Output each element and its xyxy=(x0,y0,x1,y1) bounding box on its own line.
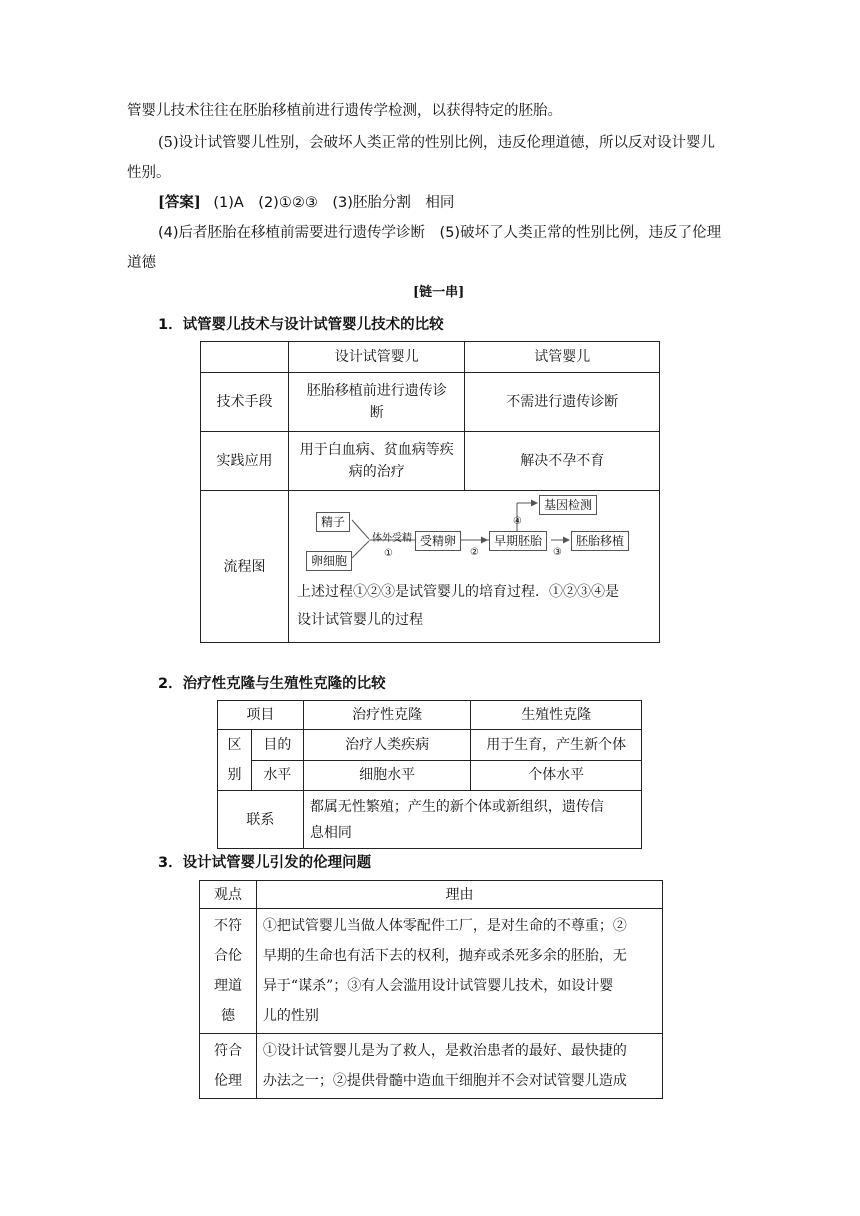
row-label-application: 实践应用 xyxy=(201,432,289,491)
cell-line: 早期的生命也有活下去的权利，抛弃或杀死多余的胚胎，无 xyxy=(262,948,627,964)
cell-line: 德 xyxy=(220,1008,235,1024)
cell-line: 区 xyxy=(227,737,242,753)
cell-line: 病的治疗 xyxy=(348,464,405,480)
reason-for xyxy=(256,1034,662,1099)
table-cell: 用于生育，产生新个体 xyxy=(471,730,642,761)
flow-zygote: 受精卵 xyxy=(415,531,461,551)
flowchart-cell xyxy=(289,491,660,643)
cell-line: 异于“谋杀”；③有人会滥用设计试管婴儿技术，如设计婴 xyxy=(262,978,614,994)
col-header-designer-ivf: 设计试管婴儿 xyxy=(289,342,465,373)
flow-step-3: ③ xyxy=(553,547,562,558)
row-label-level: 水平 xyxy=(251,760,303,791)
table-cell: 治疗人类疾病 xyxy=(303,730,471,761)
view-for xyxy=(200,1034,257,1099)
table-row xyxy=(218,730,642,761)
intro-line-2: (5)设计试管婴儿性别，会破坏人类正常的性别比例，违反伦理道德，所以反对设计婴儿 xyxy=(158,135,716,151)
table-row xyxy=(200,909,663,1034)
row-label-flowchart: 流程图 xyxy=(201,491,289,643)
cell-line: 理道 xyxy=(213,978,242,994)
view-against xyxy=(200,909,257,1034)
table-cell xyxy=(303,791,641,849)
section-tag: [链一串] xyxy=(413,285,465,300)
table-row xyxy=(200,1034,663,1099)
table-row xyxy=(201,432,660,491)
caption-line: 设计试管婴儿的过程 xyxy=(297,612,423,628)
col-header-therapeutic: 治疗性克隆 xyxy=(303,701,471,730)
table-cell xyxy=(289,373,465,432)
cell-line: 都属无性繁殖；产生的新个体或新组织，遗传信 xyxy=(309,798,604,815)
table-cell xyxy=(201,342,289,373)
sperm-connector xyxy=(352,520,369,539)
table-row xyxy=(218,791,642,849)
row-label-method: 技术手段 xyxy=(201,373,289,432)
cell-line: 息相同 xyxy=(309,824,352,841)
flow-step-4: ④ xyxy=(513,516,522,527)
col-header-ivf: 试管婴儿 xyxy=(465,342,660,373)
flow-embryo-transfer: 胚胎移植 xyxy=(571,531,629,551)
ethics-table xyxy=(199,880,663,1099)
answer-label: [答案] xyxy=(158,194,201,211)
flow-sperm: 精子 xyxy=(316,512,350,532)
table-cell xyxy=(289,432,465,491)
answer-line-2: (4)后者胚胎在移植前需要进行遗传学诊断 (5)破坏了人类正常的性别比例，违反了伦理 xyxy=(158,225,722,241)
col-header-item: 项目 xyxy=(218,701,304,730)
cell-line: 符合 xyxy=(213,1043,242,1059)
egg-connector xyxy=(352,541,369,558)
row-label-relation: 联系 xyxy=(218,791,304,849)
cell-line: ①设计试管婴儿是为了救人，是救治患者的最好、最快捷的 xyxy=(262,1043,627,1059)
flowchart-caption xyxy=(289,576,659,634)
table-header-row xyxy=(201,342,660,373)
cloning-comparison-table xyxy=(217,700,642,849)
cell-line: ①把试管婴儿当做人体零配件工厂，是对生命的不尊重；② xyxy=(262,918,627,934)
cell-line: 用于白血病、贫血病等疾 xyxy=(299,442,454,458)
answer-text: (1)A (2)①②③ (3)胚胎分割 相同 xyxy=(213,195,455,211)
ivf-comparison-table xyxy=(200,341,660,643)
cell-line: 别 xyxy=(227,767,242,783)
table-row xyxy=(201,491,660,643)
table-row xyxy=(201,373,660,432)
row-label-purpose: 目的 xyxy=(251,730,303,761)
flow-ivf-label: 体外受精 xyxy=(372,533,412,544)
flow-gene-test: 基因检测 xyxy=(539,495,597,515)
table-row xyxy=(218,760,642,791)
col-header-reason: 理由 xyxy=(256,881,662,909)
table-cell: 解决不孕不育 xyxy=(465,432,660,491)
table-cell: 细胞水平 xyxy=(303,760,471,791)
intro-line-3: 性别。 xyxy=(127,165,171,181)
col-header-view: 观点 xyxy=(200,881,257,909)
cell-line: 不符 xyxy=(213,918,242,934)
section-1-heading: 1．试管婴儿技术与设计试管婴儿技术的比较 xyxy=(158,317,444,333)
cell-line: 胚胎移植前进行遗传诊 xyxy=(306,383,447,399)
section-3-heading: 3．设计试管婴儿引发的伦理问题 xyxy=(158,855,372,871)
caption-line: 上述过程①②③是试管婴儿的培育过程．①②③④是 xyxy=(297,584,619,600)
flowchart-diagram xyxy=(289,491,659,576)
cell-line: 办法之一；②提供骨髓中造血干细胞并不会对试管婴儿造成 xyxy=(262,1073,627,1089)
table-cell: 不需进行遗传诊断 xyxy=(465,373,660,432)
cell-line: 合伦 xyxy=(213,948,242,964)
flow-early-embryo: 早期胚胎 xyxy=(489,531,547,551)
answer-line-1 xyxy=(158,193,454,213)
flow-step-2: ② xyxy=(470,547,479,558)
flow-egg: 卵细胞 xyxy=(306,551,352,571)
table-cell: 个体水平 xyxy=(471,760,642,791)
table-header-row xyxy=(200,881,663,909)
col-header-reproductive: 生殖性克隆 xyxy=(471,701,642,730)
intro-line-1: 管婴儿技术往往在胚胎移植前进行遗传学检测，以获得特定的胚胎。 xyxy=(127,103,562,119)
cell-line: 儿的性别 xyxy=(262,1008,319,1024)
flow-step-1: ① xyxy=(384,548,393,559)
answer-line-3: 道德 xyxy=(127,255,156,271)
reason-against xyxy=(256,909,662,1034)
section-2-heading: 2．治疗性克隆与生殖性克隆的比较 xyxy=(158,676,386,692)
table-header-row xyxy=(218,701,642,730)
row-group-difference xyxy=(218,730,252,791)
cell-line: 伦理 xyxy=(213,1073,242,1089)
cell-line: 断 xyxy=(369,405,384,421)
